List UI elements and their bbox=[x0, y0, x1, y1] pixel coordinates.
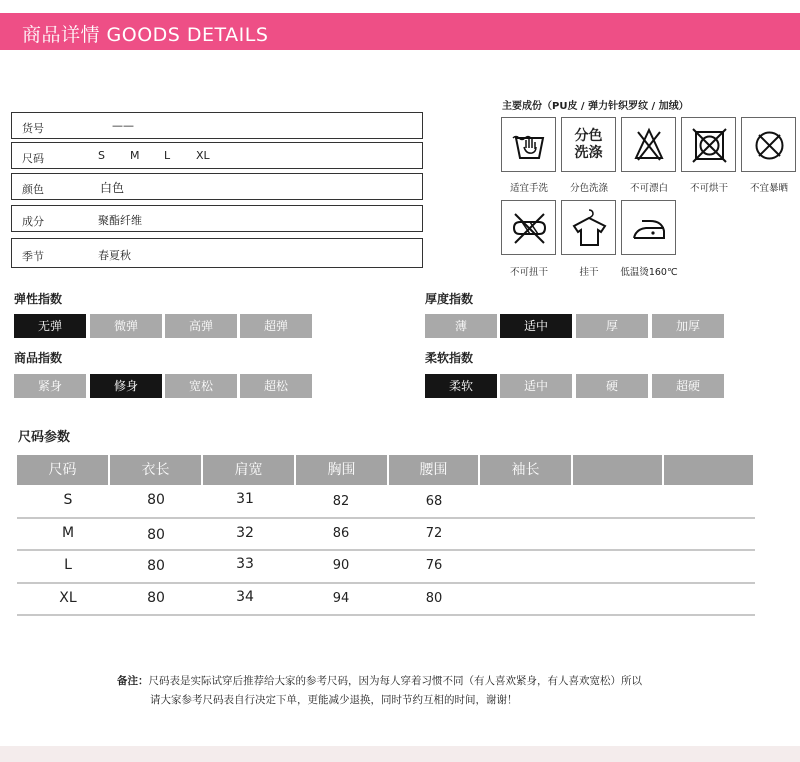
thickness-option: 厚 bbox=[576, 314, 648, 338]
table-cell: 72 bbox=[425, 526, 443, 541]
footer-bar bbox=[0, 746, 800, 762]
material-value: 聚酯纤维 bbox=[98, 214, 142, 227]
season-value: 春夏秋 bbox=[98, 249, 131, 262]
thickness-option: 适中 bbox=[500, 314, 572, 338]
table-cell: 80 bbox=[147, 527, 165, 543]
table-cell: S bbox=[63, 492, 73, 508]
care-label: 不可漂白 bbox=[629, 183, 668, 194]
table-cell: 76 bbox=[425, 558, 443, 573]
info-row-season bbox=[11, 238, 423, 268]
care-title: 主要成份（PU皮 / 弹力针织罗纹 / 加绒） bbox=[502, 101, 689, 112]
care-label: 分色洗涤 bbox=[569, 183, 608, 194]
hand-wash-icon bbox=[501, 117, 556, 172]
table-cell: 80 bbox=[147, 492, 165, 508]
softness-option: 柔软 bbox=[425, 374, 497, 398]
elasticity-option: 微弹 bbox=[90, 314, 162, 338]
note-line-2: 请大家参考尺码表自行决定下单，更能减少退换，同时节约互相的时间，谢谢！ bbox=[150, 694, 518, 706]
care-label: 挂干 bbox=[579, 267, 599, 278]
care-label: 不宜暴晒 bbox=[749, 183, 788, 194]
elasticity-option: 高弹 bbox=[165, 314, 237, 338]
softness-option: 适中 bbox=[500, 374, 572, 398]
season-label: 季节 bbox=[22, 250, 44, 263]
table-header: 胸围 bbox=[296, 455, 387, 485]
size-label: 尺码 bbox=[22, 152, 44, 165]
color-label: 颜色 bbox=[22, 183, 44, 196]
fit-option: 紧身 bbox=[14, 374, 86, 398]
fit-option: 超松 bbox=[240, 374, 312, 398]
table-cell: 94 bbox=[332, 591, 350, 606]
table-cell: 80 bbox=[147, 558, 165, 574]
separate-wash-text: 分色 洗涤 bbox=[574, 128, 603, 161]
size-option: M bbox=[130, 149, 140, 162]
size-option: XL bbox=[196, 149, 210, 162]
info-row-code bbox=[11, 112, 423, 139]
size-option: S bbox=[98, 149, 105, 162]
care-label: 不可烘干 bbox=[689, 183, 728, 194]
hang-dry-icon bbox=[561, 200, 616, 255]
care-label: 适宜手洗 bbox=[509, 183, 548, 194]
note-text-1: 尺码表是实际试穿后推荐给大家的参考尺码，因为每人穿着习惯不同（有人喜欢紧身，有人喜欢宽松）所以 bbox=[148, 675, 642, 687]
color-value: 白色 bbox=[100, 181, 125, 195]
table-cell: 80 bbox=[147, 590, 165, 606]
table-cell: 32 bbox=[236, 525, 254, 541]
table-header: 袖长 bbox=[480, 455, 571, 485]
table-cell: 80 bbox=[425, 591, 443, 606]
note-line-1 bbox=[117, 673, 642, 688]
table-header: 腰围 bbox=[389, 455, 478, 485]
info-row-size bbox=[11, 142, 423, 169]
elasticity-title: 弹性指数 bbox=[14, 292, 63, 306]
page-title: 商品详情 GOODS DETAILS bbox=[22, 24, 269, 46]
table-cell: 34 bbox=[236, 589, 254, 605]
material-label: 成分 bbox=[22, 215, 44, 228]
fit-option: 宽松 bbox=[165, 374, 237, 398]
table-cell: 82 bbox=[332, 494, 350, 509]
softness-option: 硬 bbox=[576, 374, 648, 398]
softness-option: 超硬 bbox=[652, 374, 724, 398]
thickness-option: 薄 bbox=[425, 314, 497, 338]
table-header: 尺码 bbox=[17, 455, 108, 485]
softness-title: 柔软指数 bbox=[425, 351, 474, 365]
separate-wash-icon bbox=[561, 117, 616, 172]
code-value: —— bbox=[112, 119, 134, 132]
table-cell: 90 bbox=[332, 558, 350, 573]
header-banner bbox=[0, 13, 800, 50]
low-iron-icon bbox=[621, 200, 676, 255]
table-header: 衣长 bbox=[110, 455, 201, 485]
table-cell: 68 bbox=[425, 494, 443, 509]
code-label: 货号 bbox=[22, 122, 44, 135]
care-label: 低温烫160℃ bbox=[620, 267, 678, 278]
table-header bbox=[664, 455, 753, 485]
table-cell: 33 bbox=[236, 556, 254, 572]
row-divider bbox=[17, 549, 755, 551]
size-table-title: 尺码参数 bbox=[18, 430, 71, 445]
no-wring-icon bbox=[501, 200, 556, 255]
row-divider bbox=[17, 614, 755, 616]
size-option: L bbox=[164, 149, 171, 162]
no-tumble-dry-icon bbox=[681, 117, 736, 172]
table-cell: 86 bbox=[332, 526, 350, 541]
row-divider bbox=[17, 582, 755, 584]
table-cell: L bbox=[64, 557, 72, 573]
thickness-option: 加厚 bbox=[652, 314, 724, 338]
elasticity-option: 无弹 bbox=[14, 314, 86, 338]
care-label: 不可扭干 bbox=[509, 267, 548, 278]
thickness-title: 厚度指数 bbox=[425, 292, 474, 306]
table-header bbox=[573, 455, 662, 485]
note-label: 备注： bbox=[117, 675, 149, 687]
info-row-material bbox=[11, 205, 423, 232]
no-bleach-icon bbox=[621, 117, 676, 172]
table-header: 肩宽 bbox=[203, 455, 294, 485]
row-divider bbox=[17, 517, 755, 519]
table-cell: M bbox=[61, 525, 75, 541]
fit-title: 商品指数 bbox=[14, 351, 63, 365]
info-row-color bbox=[11, 173, 423, 200]
no-sun-dry-icon bbox=[741, 117, 796, 172]
table-cell: XL bbox=[59, 590, 77, 606]
elasticity-option: 超弹 bbox=[240, 314, 312, 338]
table-cell: 31 bbox=[236, 491, 254, 507]
fit-option: 修身 bbox=[90, 374, 162, 398]
